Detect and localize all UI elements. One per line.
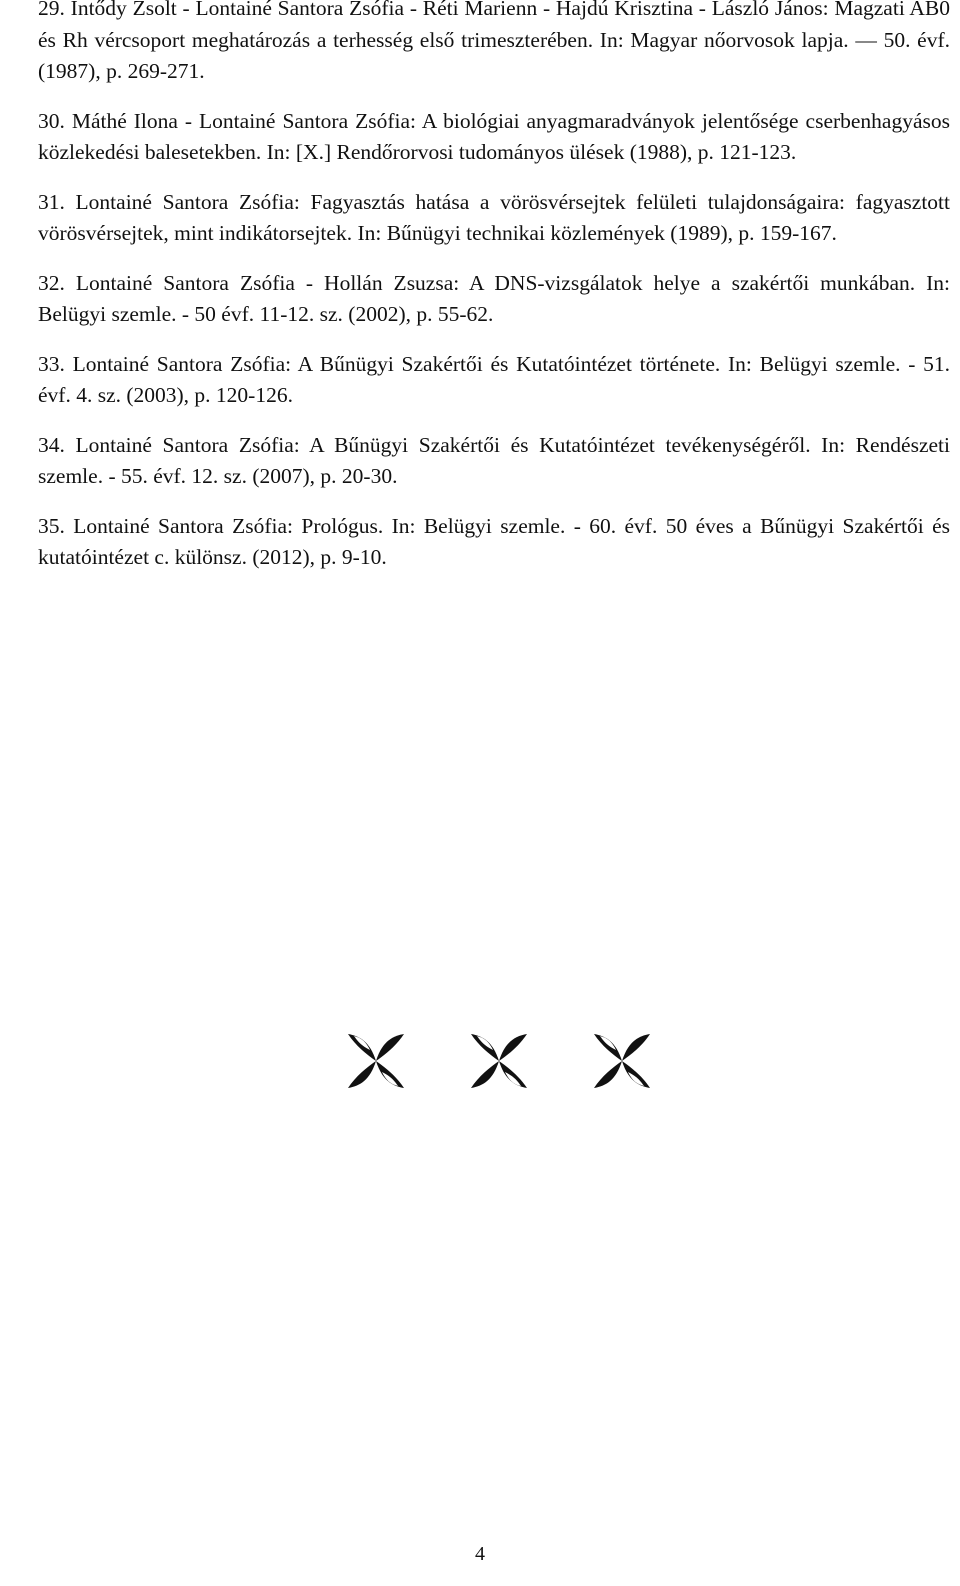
reference-33 bbox=[38, 349, 950, 412]
leaf-ornament-icon bbox=[590, 1030, 654, 1092]
reference-number: 29. bbox=[38, 0, 65, 20]
page-number: 4 bbox=[475, 1543, 485, 1565]
reference-text: Intődy Zsolt - Lontainé Santora Zsófia - Réti Marienn - Hajdú Krisztina - László János: Magzati AB0 és Rh vércsoport meghatározás a terhesség első trimeszterében. In: Magyar nőorvosok lapja. — 50. évf. (1987), p. 269-271. bbox=[38, 0, 951, 83]
leaf-ornament-icon bbox=[467, 1030, 531, 1092]
reference-29 bbox=[38, 0, 950, 88]
reference-32 bbox=[38, 268, 950, 331]
reference-text: Lontainé Santora Zsófia: Fagyasztás hatása a vörösvérsejtek felületi tulajdonságaira: fagyasztott vörösvérsejtek, mint indikátorsejtek. In: Bűnügyi technikai közlemények (1989), p. 159-167. bbox=[38, 189, 951, 245]
reference-35 bbox=[38, 511, 950, 574]
reference-text: Lontainé Santora Zsófia: A Bűnügyi Szakértői és Kutatóintézet tevékenységéről. In: Rendészeti szemle. - 55. évf. 12. sz. (2007), p. 20-30. bbox=[38, 432, 951, 488]
reference-34 bbox=[38, 430, 950, 493]
section-divider-ornaments bbox=[344, 1030, 654, 1100]
reference-text: Lontainé Santora Zsófia: A Bűnügyi Szakértői és Kutatóintézet története. In: Belügyi szemle. - 51. évf. 4. sz. (2003), p. 120-126. bbox=[38, 351, 951, 407]
reference-number: 32. bbox=[38, 270, 65, 295]
reference-number: 33. bbox=[38, 351, 65, 376]
reference-number: 31. bbox=[38, 189, 65, 214]
reference-text: Lontainé Santora Zsófia: Prológus. In: Belügyi szemle. - 60. évf. 50 éves a Bűnügyi Szakértői és kutatóintézet c. különsz. (2012), p. 9-10. bbox=[38, 513, 950, 569]
reference-number: 35. bbox=[38, 513, 65, 538]
bibliography-list bbox=[38, 0, 950, 592]
reference-text: Máthé Ilona - Lontainé Santora Zsófia: A biológiai anyagmaradványok jelentősége cserbenhagyásos közlekedési balesetekben. In: [X.] Rendőrorvosi tudományos ülések (1988), p. 121-123. bbox=[38, 108, 951, 164]
reference-text: Lontainé Santora Zsófia - Hollán Zsuzsa: A DNS-vizsgálatok helye a szakértői munkában. In: Belügyi szemle. - 50 évf. 11-12. sz. (2002), p. 55-62. bbox=[38, 270, 950, 326]
reference-31 bbox=[38, 187, 950, 250]
reference-30 bbox=[38, 106, 950, 169]
reference-number: 34. bbox=[38, 432, 65, 457]
reference-number: 30. bbox=[38, 108, 65, 133]
leaf-ornament-icon bbox=[344, 1030, 408, 1092]
